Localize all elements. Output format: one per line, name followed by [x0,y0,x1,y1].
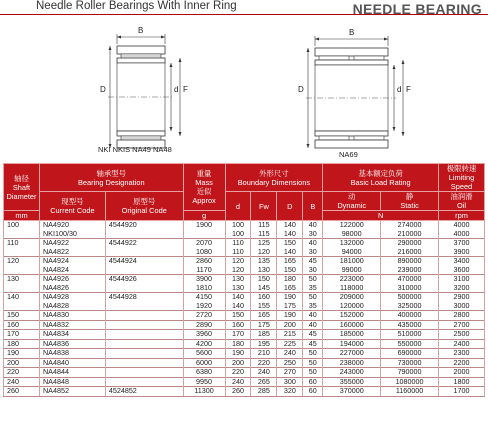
cell-mass: 2890 [183,320,225,330]
cell-fw: 160 [251,293,277,302]
cell-speed: 2800 [438,311,484,321]
cell-original [105,368,183,378]
cell-dynamic: 99000 [323,266,381,275]
cell-static: 510000 [381,330,439,340]
cell-original: 4544924 [105,257,183,266]
cell-speed: 3700 [438,239,484,248]
cell-dynamic: 238000 [323,358,381,368]
cell-dynamic: 370000 [323,387,381,397]
unit-speed: rpm [438,211,484,221]
cell-d: 110 [225,248,251,257]
cell-D: 320 [277,387,303,397]
cell-shaft: 180 [4,339,40,349]
cell-speed: 2300 [438,349,484,359]
cell-fw: 125 [251,239,277,248]
cell-dynamic: 98000 [323,230,381,239]
cell-original [105,339,183,349]
cell-current: NA4828 [39,302,105,311]
col-dynamic: 动 Dynamic [323,192,381,211]
cell-speed: 2700 [438,320,484,330]
col-boundary: 外形尺寸 Boundary Dimensions [225,164,323,192]
cell-fw: 195 [251,339,277,349]
cell-d: 220 [225,368,251,378]
cell-static: 290000 [381,239,439,248]
cell-dynamic: 94000 [323,248,381,257]
cell-static: 690000 [381,349,439,359]
cell-static: 790000 [381,368,439,378]
cell-speed: 2900 [438,293,484,302]
cell-fw: 135 [251,257,277,266]
cell-shaft: 130 [4,275,40,284]
cell-B: 50 [303,368,323,378]
cell-dynamic: 120000 [323,302,381,311]
right-dim-f: F [406,85,411,94]
cell-fw: 130 [251,266,277,275]
cell-shaft: 160 [4,320,40,330]
cell-D: 225 [277,339,303,349]
unit-load: N [323,211,439,221]
cell-D: 215 [277,330,303,340]
brand-label: NEEDLE BEARING [352,1,482,17]
cell-current: NA4922 [39,239,105,248]
bearing-drawings [0,22,488,162]
cell-B: 50 [303,275,323,284]
cell-d: 170 [225,330,251,340]
cell-shaft: 260 [4,387,40,397]
table-row [4,368,485,378]
cell-B: 35 [303,302,323,311]
right-dim-d-outer: D [298,85,304,94]
cell-mass: 2720 [183,311,225,321]
cell-fw: 150 [251,275,277,284]
cell-speed: 1700 [438,387,484,397]
cell-D: 150 [277,239,303,248]
cell-d: 100 [225,230,251,239]
cell-static: 310000 [381,284,439,293]
left-dim-b: B [138,26,144,35]
cell-dynamic: 209000 [323,293,381,302]
cell-B: 30 [303,230,323,239]
cell-d: 180 [225,339,251,349]
cell-original [105,330,183,340]
cell-current: NA4826 [39,284,105,293]
cell-B: 35 [303,284,323,293]
cell-d: 120 [225,266,251,275]
cell-D: 165 [277,284,303,293]
cell-speed: 2000 [438,368,484,378]
cell-mass: 1920 [183,302,225,311]
cell-speed: 3600 [438,266,484,275]
cell-shaft: 240 [4,377,40,387]
cell-d: 130 [225,275,251,284]
table-row [4,349,485,359]
cell-static: 1160000 [381,387,439,397]
cell-B: 40 [303,320,323,330]
cell-B: 60 [303,387,323,397]
cell-fw: 185 [251,330,277,340]
cell-B: 45 [303,257,323,266]
cell-static: 210000 [381,230,439,239]
cell-shaft: 140 [4,293,40,302]
page-header [0,0,488,22]
cell-mass: 2860 [183,257,225,266]
cell-current: NA4920 [39,221,105,230]
cell-speed: 3000 [438,302,484,311]
cell-B: 30 [303,266,323,275]
cell-D: 150 [277,266,303,275]
cell-shaft: 150 [4,311,40,321]
cell-mass: 6000 [183,358,225,368]
cell-static: 325000 [381,302,439,311]
cell-static: 216000 [381,248,439,257]
cell-current: NKI100/30 [39,230,105,239]
cell-fw: 145 [251,284,277,293]
cell-B: 40 [303,239,323,248]
table-header [4,164,485,221]
cell-B: 45 [303,339,323,349]
cell-fw: 155 [251,302,277,311]
cell-dynamic: 122000 [323,221,381,230]
cell-D: 250 [277,358,303,368]
cell-D: 190 [277,293,303,302]
cell-dynamic: 160000 [323,320,381,330]
cell-static: 470000 [381,275,439,284]
cell-static: 435000 [381,320,439,330]
drawings-svg [0,22,488,162]
cell-fw: 220 [251,358,277,368]
cell-current: NA4840 [39,358,105,368]
cell-D: 270 [277,368,303,378]
cell-d: 240 [225,377,251,387]
col-speed: 极限转速 Limiting Speed [438,164,484,192]
cell-static: 550000 [381,339,439,349]
cell-fw: 265 [251,377,277,387]
cell-speed: 2500 [438,330,484,340]
page-title: Needle Roller Bearings With Inner Ring [36,0,237,12]
cell-original: 4544928 [105,293,183,302]
cell-fw: 285 [251,387,277,397]
cell-B: 50 [303,349,323,359]
cell-B: 50 [303,293,323,302]
cell-mass: 4200 [183,339,225,349]
col-fw: Fw [251,192,277,221]
table-row [4,311,485,321]
cell-original [105,358,183,368]
cell-dynamic: 132000 [323,239,381,248]
cell-dynamic: 181000 [323,257,381,266]
cell-speed: 3100 [438,275,484,284]
cell-mass: 5600 [183,349,225,359]
cell-D: 140 [277,248,303,257]
cell-mass: 4150 [183,293,225,302]
cell-static: 400000 [381,311,439,321]
cell-D: 140 [277,230,303,239]
cell-speed: 2400 [438,339,484,349]
cell-B: 30 [303,248,323,257]
cell-fw: 115 [251,230,277,239]
cell-original [105,302,183,311]
cell-original [105,311,183,321]
right-dim-b: B [349,28,355,37]
cell-shaft: 200 [4,358,40,368]
cell-D: 300 [277,377,303,387]
cell-d: 150 [225,311,251,321]
table-row [4,330,485,340]
cell-current: NA4836 [39,339,105,349]
cell-static: 500000 [381,293,439,302]
cell-mass: 2070 [183,239,225,248]
cell-current: NA4928 [39,293,105,302]
cell-B: 50 [303,358,323,368]
cell-static: 890000 [381,257,439,266]
col-static: 静 Static [381,192,439,211]
cell-B: 40 [303,311,323,321]
cell-speed: 3400 [438,257,484,266]
cell-shaft: 190 [4,349,40,359]
col-D: D [277,192,303,221]
unit-mass: g [183,211,225,221]
cell-B: 45 [303,330,323,340]
cell-fw: 115 [251,221,277,230]
cell-speed: 2200 [438,358,484,368]
cell-D: 200 [277,320,303,330]
cell-original: 4544920 [105,221,183,230]
cell-dynamic: 355000 [323,377,381,387]
drawing-left [100,26,188,148]
drawing-right [298,28,411,148]
cell-current: NA4832 [39,320,105,330]
cell-fw: 240 [251,368,277,378]
cell-mass: 3900 [183,275,225,284]
cell-original [105,320,183,330]
cell-speed: 4000 [438,230,484,239]
col-mass: 重量 Mass 近似 Approx [183,164,225,211]
cell-current: NA4924 [39,257,105,266]
cell-d: 160 [225,320,251,330]
cell-dynamic: 243000 [323,368,381,378]
right-dim-d-inner: d [397,85,402,94]
cell-static: 730000 [381,358,439,368]
cell-current: NA4926 [39,275,105,284]
col-load: 基本额定负荷 Basic Load Rating [323,164,439,192]
col-oil: 油润滑 Oil [438,192,484,211]
col-shaft: 轴径 Shaft Diameter [4,164,40,211]
col-d: d [225,192,251,221]
cell-fw: 165 [251,311,277,321]
cell-speed: 3900 [438,248,484,257]
cell-current: NA4822 [39,248,105,257]
cell-current: NA4838 [39,349,105,359]
cell-dynamic: 227000 [323,349,381,359]
cell-B: 40 [303,221,323,230]
cell-current: NA4834 [39,330,105,340]
cell-D: 165 [277,257,303,266]
left-dim-f: F [183,85,188,94]
table-row [4,387,485,397]
cell-current: NA4848 [39,377,105,387]
cell-dynamic: 152000 [323,311,381,321]
cell-dynamic: 223000 [323,275,381,284]
cell-original: 4544922 [105,239,183,248]
cell-mass: 1900 [183,221,225,230]
cell-D: 240 [277,349,303,359]
cell-mass: 6380 [183,368,225,378]
unit-shaft: mm [4,211,40,221]
cell-shaft: 110 [4,239,40,248]
cell-shaft: 100 [4,221,40,230]
cell-d: 190 [225,349,251,359]
cell-d: 120 [225,257,251,266]
cell-shaft: 170 [4,330,40,340]
cell-fw: 175 [251,320,277,330]
cell-mass: 3960 [183,330,225,340]
cell-current: NA4852 [39,387,105,397]
left-caption: NKI NKIS NA49 NA48 [98,145,172,154]
cell-D: 190 [277,311,303,321]
cell-d: 140 [225,302,251,311]
cell-original: 4544926 [105,275,183,284]
cell-shaft: 220 [4,368,40,378]
cell-static: 1080000 [381,377,439,387]
right-caption: NA69 [339,150,358,159]
col-B: B [303,192,323,221]
cell-current: NA4824 [39,266,105,275]
col-designation: 轴承型号 Bearing Designation [39,164,183,192]
table-body [4,221,485,397]
cell-mass: 1810 [183,284,225,293]
cell-mass: 11300 [183,387,225,397]
cell-d: 200 [225,358,251,368]
cell-mass: 1170 [183,266,225,275]
cell-dynamic: 118000 [323,284,381,293]
cell-d: 130 [225,284,251,293]
cell-B: 60 [303,377,323,387]
cell-mass: 1080 [183,248,225,257]
left-dim-d-inner: d [174,85,179,94]
cell-d: 140 [225,293,251,302]
cell-static: 239000 [381,266,439,275]
cell-current: NA4844 [39,368,105,378]
cell-original: 4524852 [105,387,183,397]
cell-speed: 3200 [438,284,484,293]
cell-mass: 9950 [183,377,225,387]
cell-d: 260 [225,387,251,397]
cell-dynamic: 185000 [323,330,381,340]
cell-D: 175 [277,302,303,311]
cell-dynamic: 194000 [323,339,381,349]
cell-d: 110 [225,239,251,248]
cell-d: 100 [225,221,251,230]
col-original: 原型号 Original Code [105,192,183,221]
cell-speed: 4000 [438,221,484,230]
cell-fw: 210 [251,349,277,359]
cell-speed: 1800 [438,377,484,387]
cell-current: NA4830 [39,311,105,321]
col-current: 现型号 Current Code [39,192,105,221]
cell-original [105,349,183,359]
cell-fw: 120 [251,248,277,257]
cell-D: 180 [277,275,303,284]
cell-D: 140 [277,221,303,230]
left-dim-d-outer: D [100,85,106,94]
cell-shaft: 120 [4,257,40,266]
cell-static: 274000 [381,221,439,230]
spec-table [3,163,485,397]
